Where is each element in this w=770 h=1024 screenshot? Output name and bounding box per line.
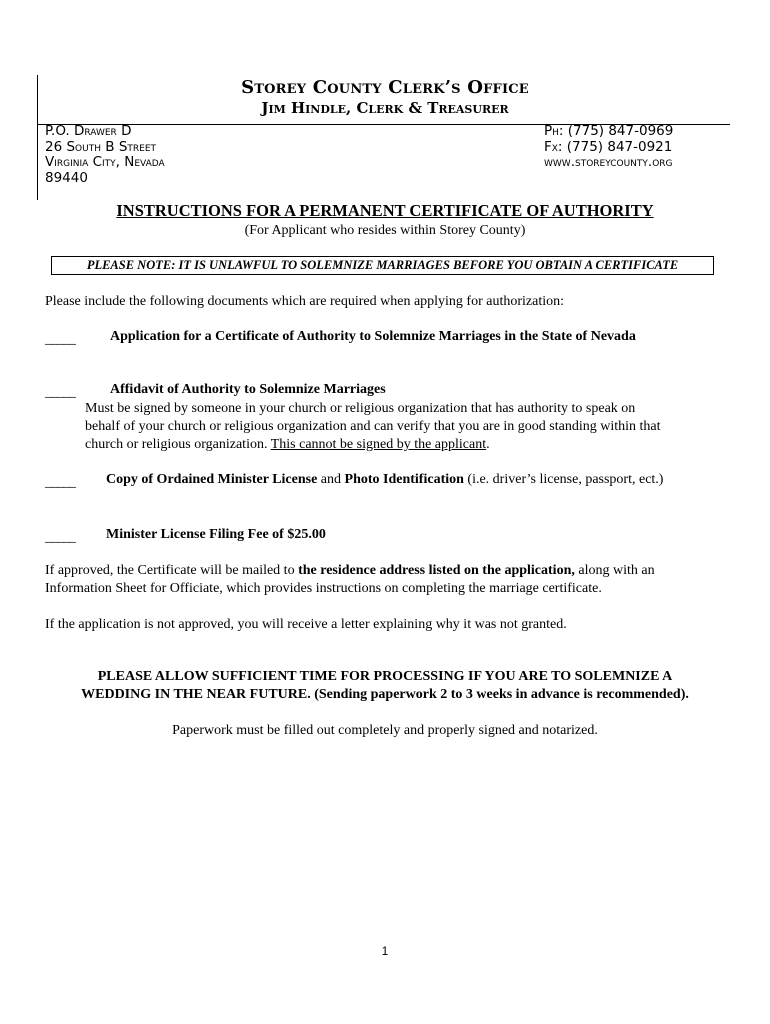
website-link[interactable]: www.storeycounty.org xyxy=(544,154,673,170)
approved-text-line: Information Sheet for Officiate, which provides instructions on completing the marriage certificate. xyxy=(45,581,602,596)
checklist-blank: _____ xyxy=(45,332,75,347)
affidavit-description-line xyxy=(85,436,490,454)
residence-address-emphasis: the residence address listed on the application, xyxy=(298,563,575,578)
allow-time-notice: PLEASE ALLOW SUFFICIENT TIME FOR PROCESSING IF YOU ARE TO SOLEMNIZE A xyxy=(97,669,673,684)
clerk-name: Jim Hindle, Clerk & Treasurer xyxy=(261,99,509,117)
filing-fee-item: Minister License Filing Fee of $25.00 xyxy=(106,527,326,542)
applicant-cannot-sign-note: This cannot be signed by the applicant xyxy=(270,437,487,452)
approved-text: along with an xyxy=(574,563,655,578)
address-line: 26 South B Street xyxy=(45,138,157,155)
affidavit-description-line: behalf of your church or religious organization and can verify that you are in good standing within that xyxy=(85,419,661,434)
checklist-blank: _____ xyxy=(45,530,75,545)
checklist-blank: _____ xyxy=(45,385,75,400)
affidavit-description-line: Must be signed by someone in your church or religious organization that has authority to speak on xyxy=(85,401,636,416)
period: . xyxy=(486,437,490,452)
application-item: Application for a Certificate of Authority to Solemnize Marriages in the State of Nevada xyxy=(110,329,636,344)
approved-text: If approved, the Certificate will be mailed to xyxy=(45,563,299,578)
approved-text-line xyxy=(45,562,655,580)
address-line: 89440 xyxy=(45,169,88,186)
id-examples: (i.e. driver’s license, passport, ect.) xyxy=(463,472,664,487)
office-title: Storey County Clerk’s Office xyxy=(241,77,529,98)
unlawful-notice-box: PLEASE NOTE: IT IS UNLAWFUL TO SOLEMNIZE MARRIAGES BEFORE YOU OBTAIN A CERTIFICATE xyxy=(51,256,714,275)
not-approved-text: If the application is not approved, you will receive a letter explaining why it was not granted. xyxy=(45,617,567,632)
office-contact xyxy=(544,124,673,171)
affidavit-item: Affidavit of Authority to Solemnize Marriages xyxy=(110,382,386,397)
phone-number: Ph: (775) 847-0969 xyxy=(544,123,674,139)
minister-license-label: Copy of Ordained Minister License xyxy=(106,472,318,487)
document-subtitle: (For Applicant who resides within Storey County) xyxy=(244,223,526,238)
allow-time-notice: WEDDING IN THE NEAR FUTURE. (Sending paperwork 2 to 3 weeks in advance is recommended). xyxy=(81,687,689,702)
document-title: INSTRUCTIONS FOR A PERMANENT CERTIFICATE OF AUTHORITY xyxy=(116,201,654,220)
checklist-blank: _____ xyxy=(45,475,75,490)
photo-id-label: Photo Identification xyxy=(344,472,464,487)
conjunction: and xyxy=(317,472,345,487)
page-number: 1 xyxy=(381,944,389,958)
affidavit-description-text: church or religious organization. xyxy=(85,437,271,452)
intro-text: Please include the following documents which are required when applying for authorization: xyxy=(45,294,565,309)
address-line: Virginia City, Nevada xyxy=(45,154,165,170)
paperwork-note: Paperwork must be filled out completely and properly signed and notarized. xyxy=(172,723,598,738)
address-line: P.O. Drawer D xyxy=(45,123,132,139)
office-address xyxy=(45,124,165,186)
fax-number: Fx: (775) 847-0921 xyxy=(544,138,673,155)
license-item xyxy=(106,472,663,488)
